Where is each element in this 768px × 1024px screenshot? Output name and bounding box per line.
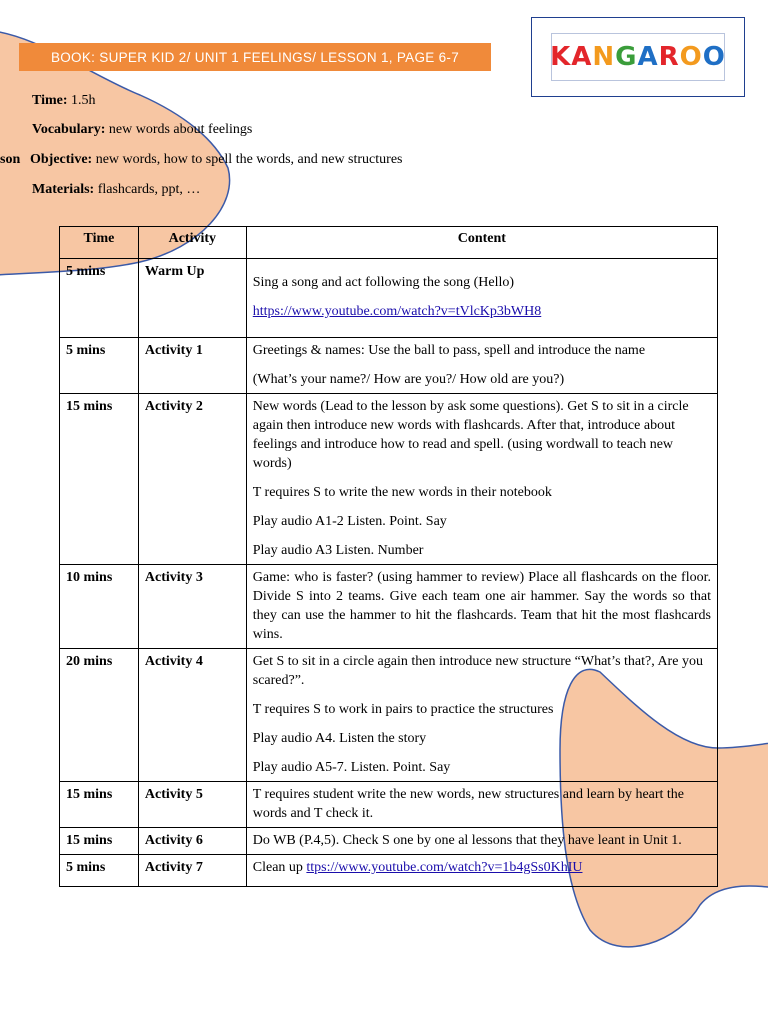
materials-line (32, 182, 200, 198)
row-activity: Activity 7 (138, 855, 246, 887)
materials-label: Materials: (32, 182, 95, 197)
objective-label: Objective: (30, 152, 93, 167)
table-row (60, 259, 718, 338)
logo-frame (531, 17, 745, 97)
row-activity: Activity 3 (138, 565, 246, 649)
youtube-link[interactable]: ttps://www.youtube.com/watch?v=1b4gSs0KhIU (306, 860, 583, 875)
row-activity: Warm Up (138, 259, 246, 338)
cut-off-word: son (0, 152, 21, 167)
content-line: T requires S to work in pairs to practice the structures (252, 702, 554, 717)
row-time: 20 mins (60, 649, 139, 782)
content-line: T requires S to write the new words in their notebook (252, 485, 552, 500)
row-activity: Activity 1 (138, 338, 246, 394)
row-content (246, 782, 717, 828)
time-value: 1.5h (67, 93, 96, 108)
materials-value: flashcards, ppt, … (94, 182, 201, 197)
row-content (246, 565, 717, 649)
time-line (32, 93, 96, 109)
row-content (246, 394, 717, 565)
content-line: Get S to sit in a circle again then introduce new structure “What’s that?, Are you scared?”. (252, 654, 703, 688)
content-line: T requires student write the new words, new structures and learn by heart the words and T check it. (252, 787, 685, 821)
row-content (246, 828, 717, 855)
content-line: New words (Lead to the lesson by ask some questions). Get S to sit in a circle again then introduce new words with flashcards. After that, introduce about feelings and introduce how to read and spell. (using wordwall to teach new words) (252, 399, 689, 471)
row-content (246, 259, 717, 338)
table-header-row (60, 227, 718, 259)
vocabulary-label: Vocabulary: (32, 122, 106, 137)
content-line: Greetings & names: Use the ball to pass, spell and introduce the name (252, 343, 646, 358)
vocabulary-value: new words about feelings (105, 122, 253, 137)
kangaroo-logo: K A N G A R O O (551, 33, 725, 81)
content-line: Clean up (252, 860, 307, 875)
row-content (246, 649, 717, 782)
row-activity: Activity 2 (138, 394, 246, 565)
row-content (246, 855, 717, 887)
header-content: Content (246, 227, 717, 259)
content-line: Do WB (P.4,5). Check S one by one al lessons that they have leant in Unit 1. (252, 833, 682, 848)
time-label: Time: (32, 93, 68, 108)
table-row (60, 828, 718, 855)
row-time: 5 mins (60, 259, 139, 338)
row-time: 15 mins (60, 782, 139, 828)
row-activity: Activity 6 (138, 828, 246, 855)
header-time: Time (60, 227, 139, 259)
row-time: 5 mins (60, 338, 139, 394)
row-content (246, 338, 717, 394)
header-activity: Activity (138, 227, 246, 259)
content-line: Sing a song and act following the song (Hello) (252, 275, 515, 290)
objective-value: new words, how to spell the words, and new structures (92, 152, 403, 167)
table-row (60, 338, 718, 394)
vocabulary-line (32, 122, 252, 138)
content-line: Play audio A1-2 Listen. Point. Say (252, 514, 447, 529)
content-line: Game: who is faster? (using hammer to review) Place all flashcards on the floor. Divide S into 2 teams. Give each team one air hammer. Say the words so that they can use the hammer to hit the flashcards. Team that hit the most flashcards wins. (252, 570, 711, 642)
row-activity: Activity 4 (138, 649, 246, 782)
objective-line (30, 152, 402, 168)
content-line: (What’s your name?/ How are you?/ How old are you?) (252, 372, 565, 387)
lesson-plan-table (59, 226, 718, 887)
table-row (60, 565, 718, 649)
row-time: 15 mins (60, 828, 139, 855)
row-time: 15 mins (60, 394, 139, 565)
youtube-link[interactable]: https://www.youtube.com/watch?v=tVlcKp3bWH8 (252, 304, 542, 319)
row-time: 5 mins (60, 855, 139, 887)
row-activity: Activity 5 (138, 782, 246, 828)
lesson-banner: BOOK: SUPER KID 2/ UNIT 1 FEELINGS/ LESSON 1, PAGE 6-7 (19, 43, 491, 71)
row-time: 10 mins (60, 565, 139, 649)
content-line: Play audio A5-7. Listen. Point. Say (252, 760, 451, 775)
table-row (60, 855, 718, 887)
content-line: Play audio A3 Listen. Number (252, 543, 424, 558)
table-row (60, 782, 718, 828)
table-row (60, 649, 718, 782)
table-row (60, 394, 718, 565)
content-line: Play audio A4. Listen the story (252, 731, 427, 746)
